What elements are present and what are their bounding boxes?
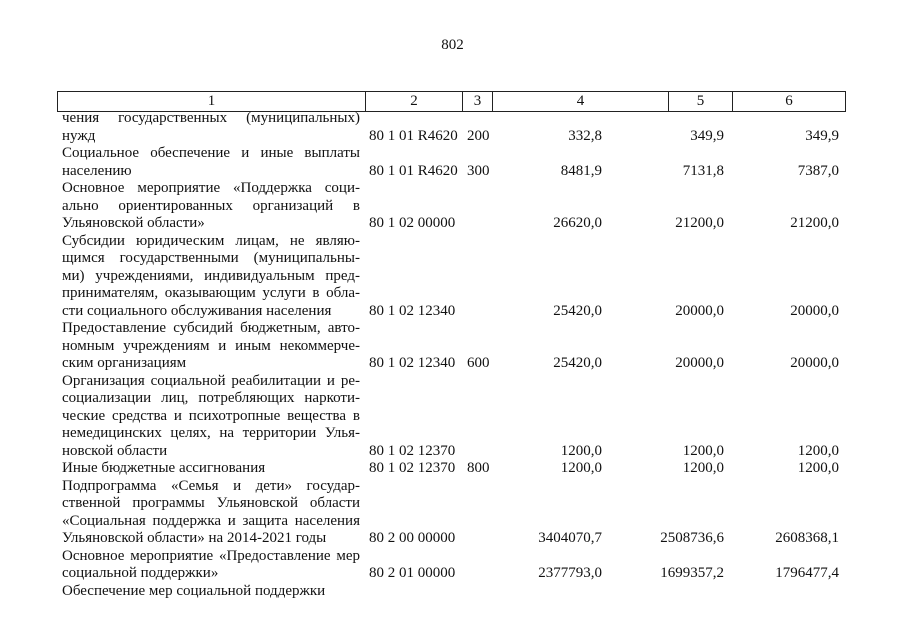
- value-col-5: 20000,0: [675, 355, 724, 371]
- value-col-5: 1200,0: [682, 460, 724, 476]
- value-col-4: 3404070,7: [538, 530, 602, 546]
- description-line: Ульяновской области» на 2014-2021 годы: [62, 530, 327, 546]
- description-line: щимся государственными (муниципальны-: [62, 250, 360, 266]
- value-col-6: 1796477,4: [775, 565, 839, 581]
- description-line: Социальное обеспечение и иные выплаты: [62, 145, 360, 161]
- table-row: [0, 373, 905, 461]
- value-col-6: 1200,0: [797, 442, 839, 459]
- description-line: Организация социальной реабилитации и ре-: [62, 372, 360, 389]
- value-col-4: 1200,0: [560, 442, 602, 459]
- row-description: [62, 233, 360, 321]
- description-line: Иные бюджетные ассигнования: [62, 460, 266, 476]
- header-col-4: 4: [492, 92, 668, 111]
- budget-code: 80 1 01 R4620: [369, 127, 458, 144]
- expense-type: 600: [467, 355, 490, 371]
- row-description: [62, 373, 360, 461]
- row-description: [62, 320, 360, 373]
- description-line: немедицинских целях, на территории Улья-: [62, 425, 360, 441]
- description-line: Основное мероприятие «Поддержка соци-: [62, 180, 360, 196]
- budget-code: 80 2 00 00000: [369, 530, 456, 546]
- description-line: чения государственных (муниципальных): [62, 110, 360, 126]
- description-line: номным учреждениям и иным некоммерче-: [62, 337, 360, 354]
- description-line: ским организациям: [62, 355, 187, 371]
- value-col-6: 21200,0: [790, 215, 839, 231]
- description-line: ственной программы Ульяновской области: [62, 495, 360, 511]
- description-line: новской области: [62, 442, 168, 459]
- row-description: [62, 180, 360, 233]
- table-row: [0, 145, 905, 180]
- row-description: [62, 460, 360, 478]
- value-col-4: 25420,0: [553, 302, 602, 319]
- value-col-6: 1200,0: [797, 460, 839, 476]
- value-col-6: 20000,0: [790, 355, 839, 371]
- description-line: ально ориентированных организаций в: [62, 197, 360, 214]
- expense-type: 200: [467, 127, 490, 144]
- table-row: [0, 320, 905, 373]
- budget-code: 80 1 02 12370: [369, 442, 456, 459]
- description-line: «Социальная поддержка и защита населения: [62, 512, 360, 529]
- header-col-2: 2: [365, 92, 462, 111]
- budget-code: 80 1 02 12370: [369, 460, 456, 476]
- budget-code: 80 1 02 12340: [369, 302, 456, 319]
- row-description: [62, 110, 360, 145]
- description-line: социализации лиц, потребляющих наркоти-: [62, 390, 360, 406]
- value-col-6: 2608368,1: [775, 530, 839, 546]
- row-description: [62, 583, 360, 601]
- expense-type: 300: [467, 162, 490, 179]
- value-col-5: 21200,0: [675, 215, 724, 231]
- budget-code: 80 2 01 00000: [369, 565, 456, 581]
- value-col-5: 7131,8: [682, 162, 724, 179]
- value-col-5: 2508736,6: [660, 530, 724, 546]
- description-line: нужд: [62, 127, 96, 144]
- description-line: социальной поддержки»: [62, 565, 219, 581]
- description-line: Ульяновской области»: [62, 215, 205, 231]
- row-description: [62, 548, 360, 583]
- description-line: сти социального обслуживания населения: [62, 302, 332, 319]
- description-line: населению: [62, 162, 132, 179]
- table-row: [0, 583, 905, 601]
- description-line: Субсидии юридическим лицам, не являю-: [62, 232, 360, 249]
- expense-type: 800: [467, 460, 490, 476]
- header-col-6: 6: [732, 92, 845, 111]
- value-col-4: 2377793,0: [538, 565, 602, 581]
- value-col-5: 349,9: [690, 127, 724, 144]
- value-col-4: 1200,0: [560, 460, 602, 476]
- value-col-6: 349,9: [805, 127, 839, 144]
- value-col-4: 25420,0: [553, 355, 602, 371]
- description-line: принимателям, оказывающим услуги в обла-: [62, 285, 360, 301]
- table-row: [0, 478, 905, 548]
- table-row: [0, 233, 905, 321]
- value-col-5: 20000,0: [675, 302, 724, 319]
- header-col-3: 3: [462, 92, 492, 111]
- header-col-1: 1: [207, 93, 216, 109]
- table-row: [0, 460, 905, 478]
- value-col-5: 1699357,2: [660, 565, 724, 581]
- budget-code: 80 1 02 00000: [369, 215, 456, 231]
- value-col-6: 20000,0: [790, 302, 839, 319]
- row-description: [62, 145, 360, 180]
- description-line: Предоставление субсидий бюджетным, авто-: [62, 320, 360, 336]
- row-description: [62, 478, 360, 548]
- value-col-4: 8481,9: [560, 162, 602, 179]
- description-line: Обеспечение мер социальной поддержки: [62, 582, 326, 599]
- description-line: ческие средства и психотропные вещества в: [62, 407, 360, 424]
- budget-code: 80 1 01 R4620: [369, 162, 458, 179]
- value-col-6: 7387,0: [797, 162, 839, 179]
- description-line: ми) учреждениями, индивидуальным пред-: [62, 267, 360, 284]
- description-line: Основное мероприятие «Предоставление мер: [62, 547, 360, 564]
- table-row: [0, 180, 905, 233]
- budget-code: 80 1 02 12340: [369, 355, 456, 371]
- table-row: [0, 548, 905, 583]
- header-col-5: 5: [668, 92, 732, 111]
- value-col-4: 332,8: [568, 127, 602, 144]
- description-line: Подпрограмма «Семья и дети» государ-: [62, 477, 360, 494]
- value-col-5: 1200,0: [682, 442, 724, 459]
- table-row: [0, 110, 905, 145]
- table-header: [57, 91, 846, 112]
- page-number: 802: [441, 37, 464, 53]
- value-col-4: 26620,0: [553, 215, 602, 231]
